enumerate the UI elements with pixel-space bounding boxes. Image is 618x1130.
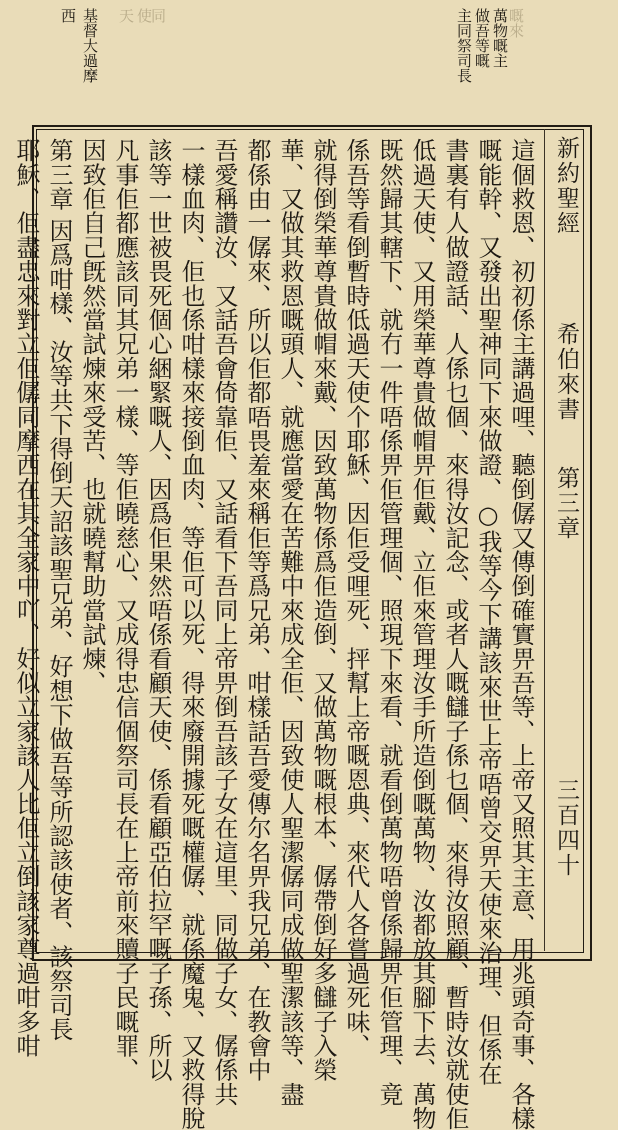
text-column: 這個救恩、初初係主講過哩、聽倒僝又傳倒確實畀吾等、上帝又照其主意、用兆頭奇事、各樣 xyxy=(507,138,535,1130)
text-column: 既然歸其轄下、就冇一件唔係畀佢管理個、照現下來看、就看倒萬物唔曾係歸畀佢管理、竟 xyxy=(375,138,403,1106)
chapter-number: 第三章 xyxy=(553,466,579,541)
margin-note-faint-2: 使 xyxy=(135,8,153,23)
text-column: 就得倒榮華尊貴做帽來戴、因致萬物係爲佢造倒、又做萬物嘅根本、僝帶倒好多讎子入榮 xyxy=(309,138,337,1082)
margin-note-faint-3: 同 xyxy=(149,8,167,23)
column-rule xyxy=(544,129,545,951)
margin-note-right-2: 做吾等嘅 xyxy=(473,8,491,68)
running-header xyxy=(548,136,582,946)
margin-note-left-2: 基督大過摩 xyxy=(81,8,99,83)
text-column: 低過天使、又用榮華尊貴做帽畀佢戴、立佢來管理汝手所造倒嘅萬物、汝都放其腳下去、萬物 xyxy=(408,138,436,1130)
margin-note-right-4: 嘅來 xyxy=(507,8,525,38)
page-number: 三百四十 xyxy=(553,778,579,878)
margin-note-right-1: 主同祭司長 xyxy=(455,8,473,83)
book-title: 新約聖經 xyxy=(553,136,579,236)
text-column: 該等一世被畏死個心綑緊嘅人、因爲佢果然唔係看顧天使、係看顧亞伯拉罕嘅子孫、所以 xyxy=(144,138,172,1082)
text-column: 書裏有人做證話、人係乜個、來得汝記念、或者人嘅讎子係乜個、來得汝照顧、暫時汝就使佢 xyxy=(441,138,469,1130)
text-column: 因致佢自己旣然當試煉來受苦、也就曉幫助當試煉、 xyxy=(78,138,106,695)
text-column: 耶穌、佢盡忠來對立佢僝同摩西在其全家中吖、好似立家該人比佢立倒該家尊過咁多咁 xyxy=(12,138,40,1058)
text-column: 嘅能幹、又發出聖神同下來做證、○我等今下講該來世上帝唔曾交畀天使來治理、但係在 xyxy=(474,138,502,1086)
text-column: 華、又做其救恩嘅頭人、就應當愛在苦難中來成全佢、因致使人聖潔僝同成做聖潔該等、盡 xyxy=(276,138,304,1106)
margin-note-faint-1: 天 xyxy=(117,8,135,23)
margin-note-left-1: 西 xyxy=(59,8,77,23)
margin-note-right-3: 萬物嘅主 xyxy=(491,8,509,68)
text-column: 係吾等看倒暫時低過天使个耶穌、因佢受哩死、抨幫上帝嘅恩典、來代人各嘗過死味、 xyxy=(342,138,370,1058)
text-column: 凡事佢都應該同其兄弟一樣、等佢曉慈心、又成得忠信個祭司長在上帝前來贖子民嘅罪、 xyxy=(111,138,139,1082)
text-column: 第三章 因爲咁樣、汝等共下得倒天詔該聖兄弟、好想下做吾等所認該使者、該祭司長 xyxy=(45,138,73,1042)
epistle-title: 希伯來書 xyxy=(553,322,579,422)
text-column: 一樣血肉、佢也係咁樣來接倒血肉、等佢可以死、得來廢開據死嘅權僝、就係魔鬼、又救得脫 xyxy=(177,138,205,1130)
text-column: 吾愛稱讚汝、又話吾會倚靠佢、又話看下吾同上帝畀倒吾該子女在這里、同做子女、僝係共 xyxy=(210,138,238,1106)
text-column: 都係由一僝來、所以佢都唔畏羞來稱佢等爲兄弟、咁樣話吾愛傳尔名畀我兄弟、在教會中 xyxy=(243,138,271,1082)
